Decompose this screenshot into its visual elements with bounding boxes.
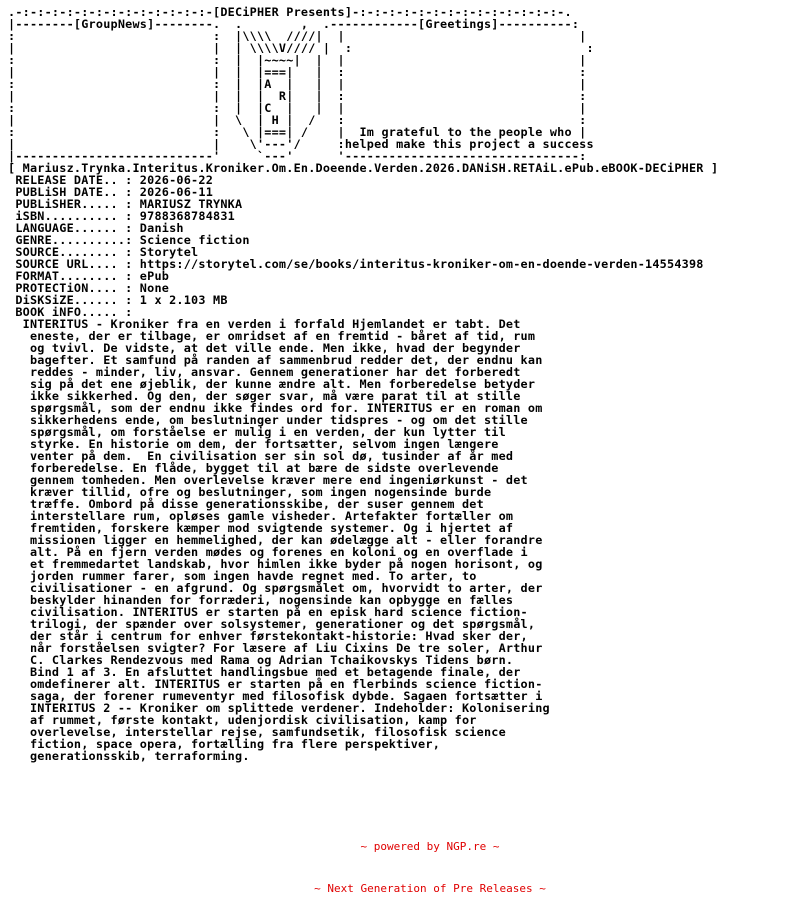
- nfo-line: [ Mariusz.Trynka.Interitus.Kroniker.Om.En.Doeende.Verden.2026.DANiSH.RETAiL.ePub.eBOOK-DECiPHER ]: [8, 161, 719, 175]
- nfo-line: af rummet, første kontakt, udenjordisk civilisation, kamp for: [8, 713, 477, 727]
- nfo-line: : : | |A | | | |: [8, 77, 587, 91]
- nfo-line: : : | |C | | | |: [8, 101, 587, 115]
- nfo-line: der står i centrum for enhver førstekontakt-historie: Hvad sker der,: [8, 629, 528, 643]
- nfo-line: jorden rummer farer, som ingen havde regnet med. To arter, to: [8, 569, 477, 583]
- nfo-line: | | | | R| | : :: [8, 89, 587, 103]
- nfo-text: [8, 6, 718, 762]
- nfo-line: eneste, der er tilbage, er omridset af en fremtid - båret af tid, rum: [8, 329, 536, 343]
- nfo-line: | | | |===| | : :: [8, 65, 587, 79]
- nfo-line: kræver tillid, ofre og beslutninger, som ingen nogensinde burde: [8, 485, 492, 499]
- nfo-line: ikke sikkerhed. Og den, der søger svar, må være parat til at stille: [8, 389, 521, 403]
- nfo-line: |--------[GroupNews]--------. . , .------------[Greetings]----------:: [8, 17, 580, 31]
- nfo-line: og tvivl. De vidste, at det ville ende. Men ikke, hvad der begynder: [8, 341, 521, 355]
- nfo-line: GENRE..........: Science fiction: [8, 233, 250, 247]
- nfo-line: SOURCE URL.... : https://storytel.com/se/books/interitus-kroniker-om-en-doende-verden-14554398: [8, 257, 704, 271]
- nfo-line: INTERITUS 2 -- Kroniker om splittede verdener. Indeholder: Kolonisering: [8, 701, 550, 715]
- nfo-line: PROTECTiON.... : None: [8, 281, 170, 295]
- nfo-line: | | \ | H | / : :: [8, 113, 587, 127]
- nfo-line: DiSKSiZE...... : 1 x 2.103 MB: [8, 293, 228, 307]
- nfo-line: styrke. En historie om dem, der fortsætter, selvom ingen længere: [8, 437, 499, 451]
- nfo-line: overlevelse, interstellar rejse, samfundsetik, filosofisk science: [8, 725, 506, 739]
- nfo-line: trilogi, der spænder over solsystemer, generationer og det spørgsmål,: [8, 617, 536, 631]
- nfo-line: | | \'---'/ :helped make this project a success: [8, 137, 594, 151]
- nfo-line: saga, der forener rumeventyr med filosofisk dybde. Sagaen fortsætter i: [8, 689, 543, 703]
- nfo-line: .-:-:-:-:-:-:-:-:-:-:-:-:-:-[DECiPHER Presents]-:-:-:-:-:-:-:-:-:-:-:-:-:-:-.: [8, 5, 572, 19]
- nfo-line: venter på dem. En civilisation ser sin sol dø, tusinder af år med: [8, 449, 514, 463]
- nfo-line: RELEASE DATE.. : 2026-06-22: [8, 173, 214, 187]
- nfo-line: Bind 1 af 3. En afsluttet handlingsbue med et betagende finale, der: [8, 665, 521, 679]
- nfo-line: generationsskib, terraforming.: [8, 749, 250, 763]
- nfo-line: : : \ |===| / | Im grateful to the people who |: [8, 125, 587, 139]
- nfo-line: : : | |~~~~| | | |: [8, 53, 587, 67]
- footer-tagline: ~ Next Generation of Pre Releases ~: [314, 882, 546, 895]
- nfo-line: spørgsmål, om forståelse er mulig i en verden, der kun lytter til: [8, 425, 506, 439]
- nfo-line: BOOK iNFO..... :: [8, 305, 133, 319]
- nfo-line: sikkerhedens ende, om beslutninger under tidspres - og om det stille: [8, 413, 528, 427]
- nfo-line: spørgsmål, som der endnu ikke findes ord for. INTERITUS er en roman om: [8, 401, 543, 415]
- nfo-line: beskylder hinanden for forræderi, nogensinde kan opbygge en fælles: [8, 593, 514, 607]
- nfo-line: alt. På en fjern verden mødes og forenes en koloni og en overflade i: [8, 545, 528, 559]
- nfo-line: iSBN.......... : 9788368784831: [8, 209, 235, 223]
- nfo-line: FORMAT........ : ePub: [8, 269, 170, 283]
- nfo-line: omdefinerer alt. INTERITUS er starten på en flerbinds science fiction-: [8, 677, 543, 691]
- nfo-line: forberedelse. En flåde, bygget til at bære de sidste overlevende: [8, 461, 499, 475]
- nfo-line: et fremmedartet landskab, hvor himlen ikke byder på nogen horisont, og: [8, 557, 543, 571]
- nfo-line: LANGUAGE...... : Danish: [8, 221, 184, 235]
- nfo-line: fiction, space opera, fortælling fra flere perspektiver,: [8, 737, 441, 751]
- nfo-line: gennem tomheden. Men overlevelse kræver mere end ingeniørkunst - det: [8, 473, 528, 487]
- nfo-line: |---------------------------' `---' '--------------------------------:: [8, 149, 587, 163]
- nfo-line: træffe. Ombord på disse generationsskibe, der suser gennem det: [8, 497, 484, 511]
- nfo-line: PUBLiSHER..... : MARIUSZ TRYNKA: [8, 197, 243, 211]
- nfo-line: SOURCE........ : Storytel: [8, 245, 199, 259]
- footer-powered-by: ~ powered by NGP.re ~: [360, 840, 500, 853]
- nfo-line: reddes - minder, liv, ansvar. Gennem generationer har det forberedt: [8, 365, 521, 379]
- nfo-line: | | | \\\\V//// | : :: [8, 41, 594, 55]
- nfo-line: missionen ligger en hemmelighed, der kan ødelægge alt - eller forandre: [8, 533, 543, 547]
- nfo-line: civilisationer - en afgrund. Og spørgsmålet om, hvorvidt to arter, der: [8, 581, 543, 595]
- footer: [0, 812, 800, 910]
- nfo-line: : : |\\\\ ////| | |: [8, 29, 587, 43]
- nfo-line: INTERITUS - Kroniker fra en verden i forfald Hjemlandet er tabt. Det: [8, 317, 521, 331]
- nfo-line: civilisation. INTERITUS er starten på en episk hard science fiction-: [8, 605, 528, 619]
- nfo-line: interstellare rum, opløses gamle visheder. Artefakter fortæller om: [8, 509, 514, 523]
- nfo-line: sig på det ene øjeblik, der kunne ændre alt. Men forberedelse betyder: [8, 377, 536, 391]
- nfo-line: bagefter. Et samfund på randen af sammenbrud redder det, der endnu kan: [8, 353, 543, 367]
- nfo-line: PUBLiSH DATE.. : 2026-06-11: [8, 185, 214, 199]
- nfo-line: når forståelsen svigter? For læsere af Liu Cixins De tre soler, Arthur: [8, 641, 543, 655]
- nfo-line: fremtiden, forskere kæmper mod svigtende systemer. Og i hjertet af: [8, 521, 514, 535]
- nfo-line: C. Clarkes Rendezvous med Rama og Adrian Tchaikovskys Tidens børn.: [8, 653, 514, 667]
